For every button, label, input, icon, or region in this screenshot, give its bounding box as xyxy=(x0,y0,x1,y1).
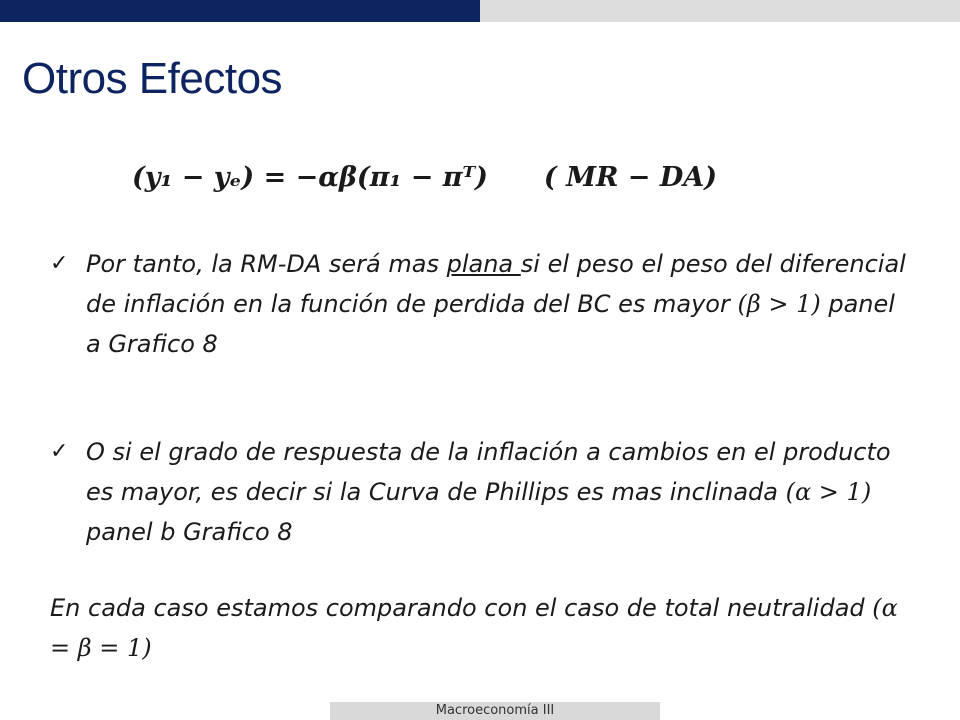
math-inline: (α = β = 1) xyxy=(50,594,898,662)
checkmark-icon: ✓ xyxy=(50,439,69,464)
top-accent-bar-light xyxy=(480,0,960,22)
footer-label: Macroeconomía III xyxy=(330,702,660,720)
top-accent-bar-dark xyxy=(0,0,480,22)
conclusion-paragraph: En cada caso estamos comparando con el caso de total neutralidad (α = β = 1) xyxy=(50,594,898,662)
underlined-word: plana xyxy=(446,250,521,278)
equation-label: ( 𝑴𝑹 − 𝑫𝑨) xyxy=(543,161,717,193)
math-inline: (β > 1) xyxy=(737,290,821,318)
checkmark-icon: ✓ xyxy=(50,251,69,276)
math-inline: (α > 1) xyxy=(785,478,872,506)
equation-main: (𝒚₁ − 𝒚ₑ) = −𝜶𝜷(𝝅₁ − 𝝅ᵀ) xyxy=(132,161,488,193)
bullet-text-2: O si el grado de respuesta de la inflación a cambios en el producto es mayor, es decir si la Curva de Phillips es mas inclinada (α > 1) panel b Grafico 8 xyxy=(86,438,891,546)
equation xyxy=(132,152,772,202)
bullet-item-2 xyxy=(50,432,910,552)
bullet-item-1 xyxy=(50,244,910,364)
bullet-text-1: Por tanto, la RM-DA será mas plana si el peso el peso del diferencial de inflación en la función de perdida del BC es mayor (β > 1) panel a Grafico 8 xyxy=(86,250,906,358)
slide-title: Otros Efectos xyxy=(22,54,283,103)
